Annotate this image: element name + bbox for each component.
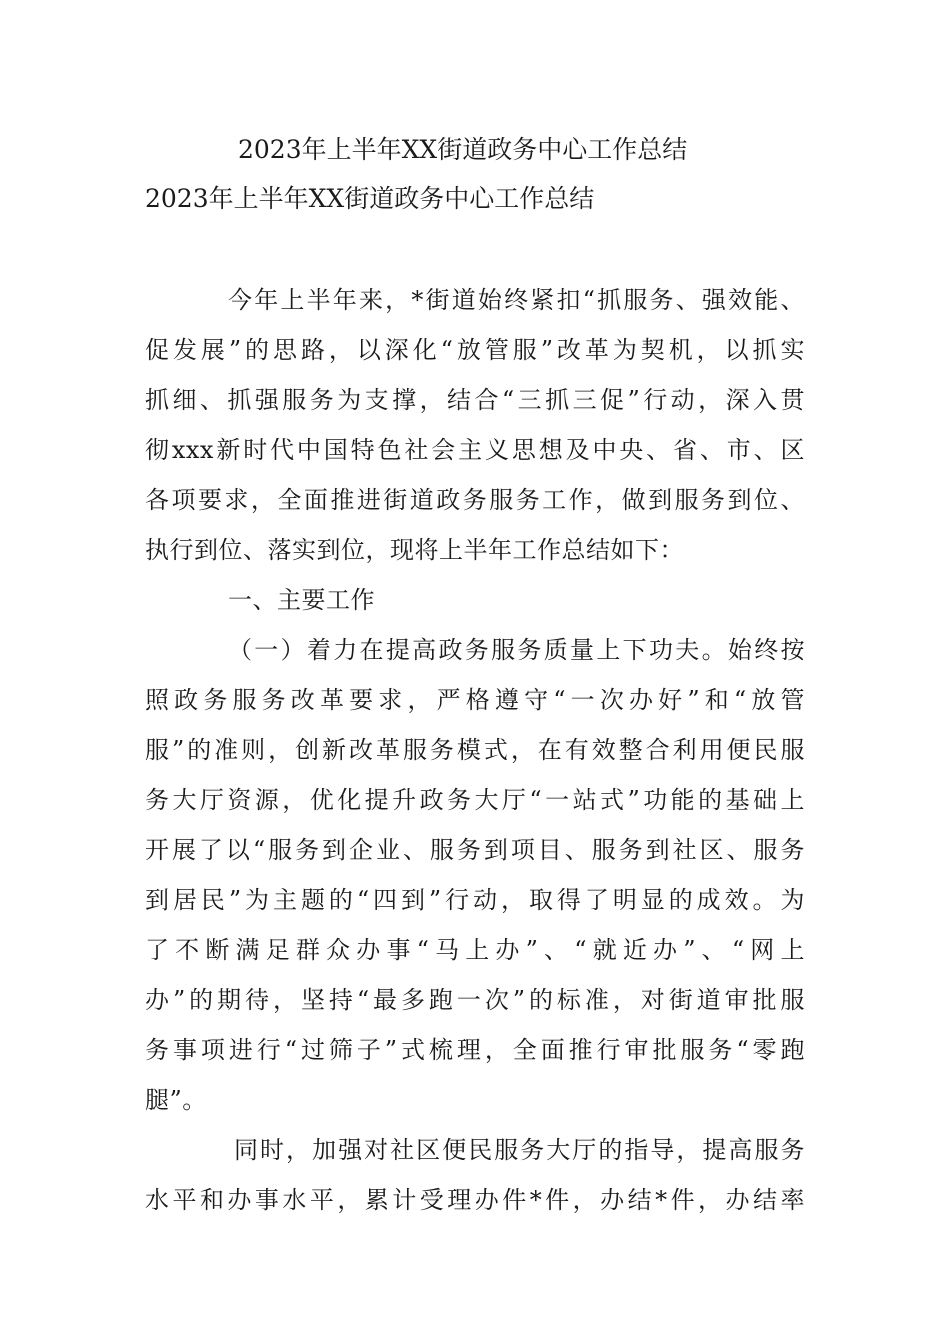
paragraph-line: 到居民”为主题的“四到”行动，取得了明显的成效。为	[145, 886, 805, 914]
paragraph-line: 办”的期待，坚持“最多跑一次”的标准，对街道审批服	[145, 986, 805, 1014]
paragraph-line: 服”的准则，创新改革服务模式，在有效整合利用便民服	[145, 736, 805, 764]
paragraph-line: 腿”。	[145, 1086, 207, 1114]
document-subtitle: 2023年上半年XX街道政务中心工作总结	[145, 184, 595, 213]
paragraph-line: 务事项进行“过筛子”式梳理，全面推行审批服务“零跑	[145, 1036, 805, 1064]
paragraph-line: 开展了以“服务到企业、服务到项目、服务到社区、服务	[145, 836, 805, 864]
paragraph-line: （一）着力在提高政务服务质量上下功夫。始终按	[228, 636, 805, 664]
paragraph-line: 同时，加强对社区便民服务大厅的指导，提高服务	[234, 1136, 805, 1164]
paragraph-line: 水平和办事水平，累计受理办件*件，办结*件，办结率	[145, 1186, 805, 1214]
document-title: 2023年上半年XX街道政务中心工作总结	[238, 135, 688, 164]
paragraph-line: 执行到位、落实到位，现将上半年工作总结如下：	[145, 536, 684, 564]
paragraph-line: 务大厅资源，优化提升政务大厅“一站式”功能的基础上	[145, 786, 805, 814]
paragraph-line: 抓细、抓强服务为支撑，结合“三抓三促”行动，深入贯	[145, 386, 805, 414]
paragraph-line: 各项要求，全面推进街道政务服务工作，做到服务到位、	[145, 486, 805, 514]
paragraph-line: 今年上半年来，*街道始终紧扣“抓服务、强效能、	[228, 286, 805, 314]
paragraph-line: 了不断满足群众办事“马上办”、“就近办”、“网上	[145, 936, 805, 964]
paragraph-line: 彻xxx新时代中国特色社会主义思想及中央、省、市、区	[145, 436, 805, 464]
section-heading: 一、主要工作	[228, 586, 375, 614]
paragraph-line: 照政务服务改革要求，严格遵守“一次办好”和“放管	[145, 686, 805, 714]
paragraph-line: 促发展”的思路，以深化“放管服”改革为契机，以抓实	[145, 336, 805, 364]
